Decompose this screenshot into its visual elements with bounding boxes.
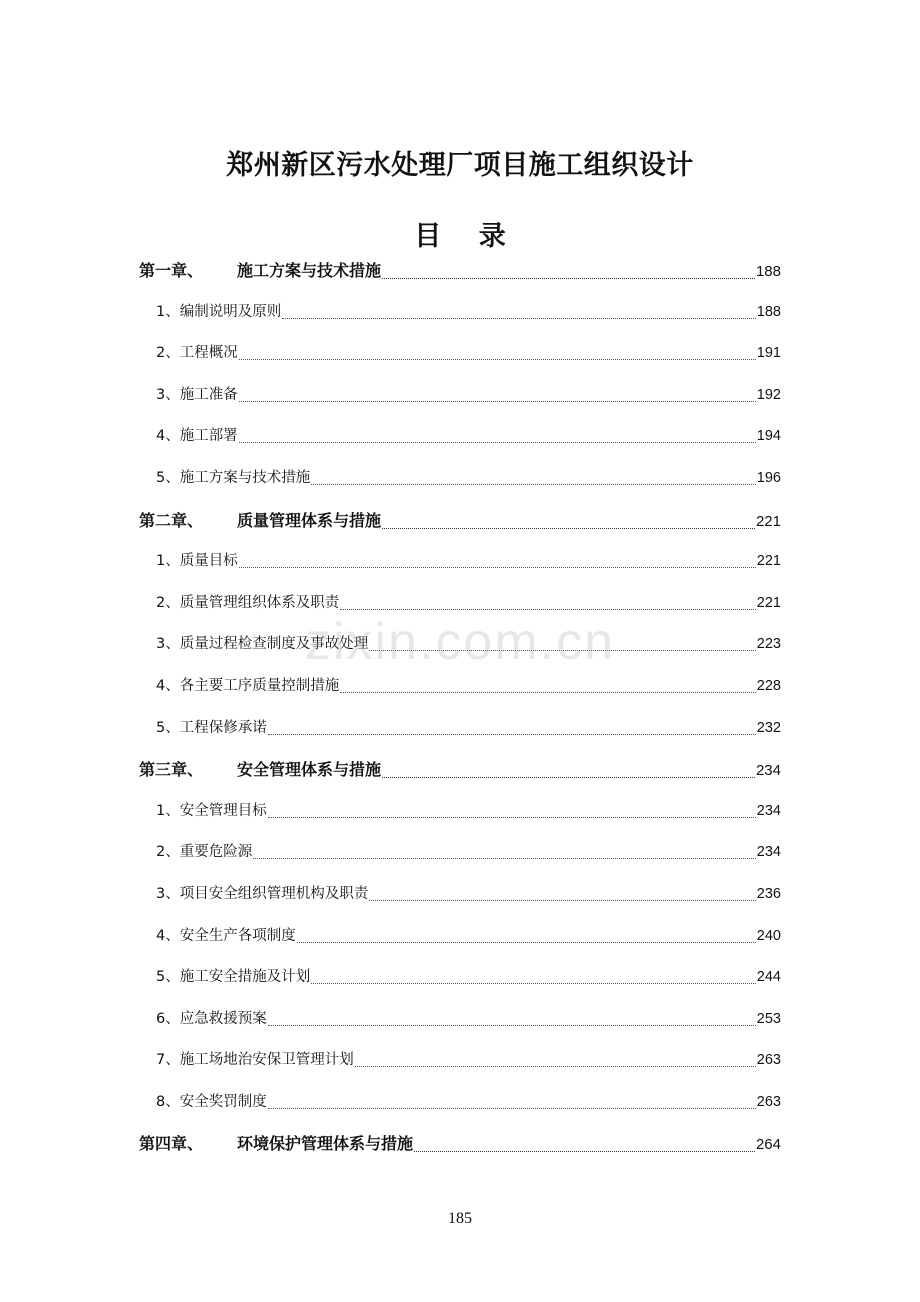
toc-page-number: 263 (756, 1052, 781, 1069)
watermark: zixin.com.cn (304, 613, 616, 671)
toc-dot-leader (414, 1135, 755, 1152)
toc-entry-title: 安全管理体系与措施 (237, 760, 382, 780)
toc-page-number: 192 (756, 386, 781, 403)
toc-page-number: 232 (756, 719, 781, 736)
toc-chapter-number: 第四章、 (139, 1134, 204, 1154)
toc-page-number: 194 (756, 428, 781, 445)
toc-heading: 目 录 (414, 221, 520, 252)
toc-page-number: 244 (756, 969, 781, 986)
toc-entry-title: 4、安全生产各项制度 (156, 927, 296, 944)
toc-page-number: 188 (755, 263, 781, 280)
toc-page-number: 263 (756, 1093, 781, 1110)
toc-chapter-number: 第一章、 (139, 261, 204, 280)
toc-page-number: 191 (756, 345, 781, 362)
toc-page-number: 240 (756, 927, 781, 944)
toc-section-entry[interactable] (139, 832, 781, 874)
toc-page-number: 236 (756, 885, 781, 902)
toc-section-entry[interactable] (139, 666, 781, 708)
toc-dot-leader (239, 428, 756, 444)
toc-dot-leader (340, 594, 756, 610)
toc-entry-title: 施工方案与技术措施 (237, 261, 382, 280)
toc-entry-title: 2、重要危险源 (156, 844, 253, 861)
toc-dot-leader (382, 761, 755, 778)
table-of-contents (139, 250, 781, 1165)
toc-page-number: 253 (756, 1010, 781, 1027)
toc-dot-leader (369, 636, 756, 652)
toc-section-entry[interactable] (139, 916, 781, 958)
toc-entry-title: 4、各主要工序质量控制措施 (156, 677, 340, 694)
toc-entry-title: 3、质量过程检查制度及事故处理 (156, 636, 369, 653)
toc-dot-leader (239, 386, 756, 402)
toc-section-entry[interactable] (139, 583, 781, 625)
toc-page-number: 221 (755, 512, 781, 530)
toc-section-entry[interactable] (139, 1040, 781, 1082)
toc-entry-title: 5、施工安全措施及计划 (156, 969, 311, 986)
toc-section-entry[interactable] (139, 541, 781, 583)
toc-dot-leader (311, 969, 756, 985)
toc-dot-leader (382, 262, 755, 279)
toc-entry-title: 1、质量目标 (156, 553, 238, 570)
toc-section-entry[interactable] (139, 791, 781, 833)
toc-entry-title: 2、工程概况 (156, 345, 238, 362)
toc-page-number: 221 (756, 594, 781, 611)
toc-chapter-entry[interactable] (139, 500, 781, 542)
toc-chapter-number: 第二章、 (139, 510, 204, 530)
toc-page-number: 264 (755, 1136, 781, 1154)
toc-dot-leader (355, 1052, 756, 1068)
toc-page-number: 234 (755, 762, 781, 780)
toc-dot-leader (268, 802, 756, 818)
toc-dot-leader (268, 1093, 756, 1109)
toc-section-entry[interactable] (139, 416, 781, 458)
toc-dot-leader (369, 885, 756, 901)
toc-entry-title: 1、编制说明及原则 (156, 303, 282, 320)
toc-page-number: 196 (756, 469, 781, 486)
toc-section-entry[interactable] (139, 874, 781, 916)
toc-chapter-entry[interactable] (139, 250, 781, 292)
toc-entry-title: 8、安全奖罚制度 (156, 1093, 267, 1110)
toc-entry-title: 环境保护管理体系与措施 (237, 1134, 414, 1154)
toc-dot-leader (268, 719, 756, 735)
toc-entry-title: 1、安全管理目标 (156, 802, 267, 819)
toc-section-entry[interactable] (139, 999, 781, 1041)
toc-page-number: 221 (756, 553, 781, 570)
toc-entry-title: 2、质量管理组织体系及职责 (156, 594, 340, 611)
toc-entry-title: 5、施工方案与技术措施 (156, 469, 311, 486)
toc-section-entry[interactable] (139, 458, 781, 500)
toc-entry-title: 7、施工场地治安保卫管理计划 (156, 1052, 354, 1069)
toc-page-number: 223 (756, 636, 781, 653)
toc-dot-leader (382, 512, 755, 529)
toc-entry-title: 6、应急救援预案 (156, 1010, 267, 1027)
toc-dot-leader (253, 844, 756, 860)
document-title: 郑州新区污水处理厂项目施工组织设计 (226, 150, 694, 181)
toc-page-number: 228 (756, 677, 781, 694)
toc-section-entry[interactable] (139, 624, 781, 666)
toc-dot-leader (311, 469, 756, 485)
toc-chapter-entry[interactable] (139, 749, 781, 791)
toc-section-entry[interactable] (139, 1082, 781, 1124)
toc-page-number: 188 (756, 303, 781, 320)
toc-section-entry[interactable] (139, 708, 781, 750)
toc-section-entry[interactable] (139, 333, 781, 375)
toc-section-entry[interactable] (139, 957, 781, 999)
toc-page-number: 234 (756, 844, 781, 861)
toc-entry-title: 5、工程保修承诺 (156, 719, 267, 736)
toc-dot-leader (239, 345, 756, 361)
toc-section-entry[interactable] (139, 292, 781, 334)
toc-chapter-number: 第三章、 (139, 760, 204, 780)
toc-entry-title: 4、施工部署 (156, 428, 238, 445)
toc-section-entry[interactable] (139, 375, 781, 417)
toc-dot-leader (239, 553, 756, 569)
toc-dot-leader (268, 1010, 756, 1026)
toc-entry-title: 3、项目安全组织管理机构及职责 (156, 885, 369, 902)
toc-entry-title: 3、施工准备 (156, 386, 238, 403)
toc-page-number: 234 (756, 802, 781, 819)
toc-chapter-entry[interactable] (139, 1123, 781, 1165)
toc-dot-leader (340, 677, 756, 693)
toc-entry-title: 质量管理体系与措施 (237, 510, 382, 530)
page-number: 185 (448, 1210, 472, 1227)
toc-dot-leader (297, 927, 756, 943)
toc-dot-leader (282, 303, 756, 319)
